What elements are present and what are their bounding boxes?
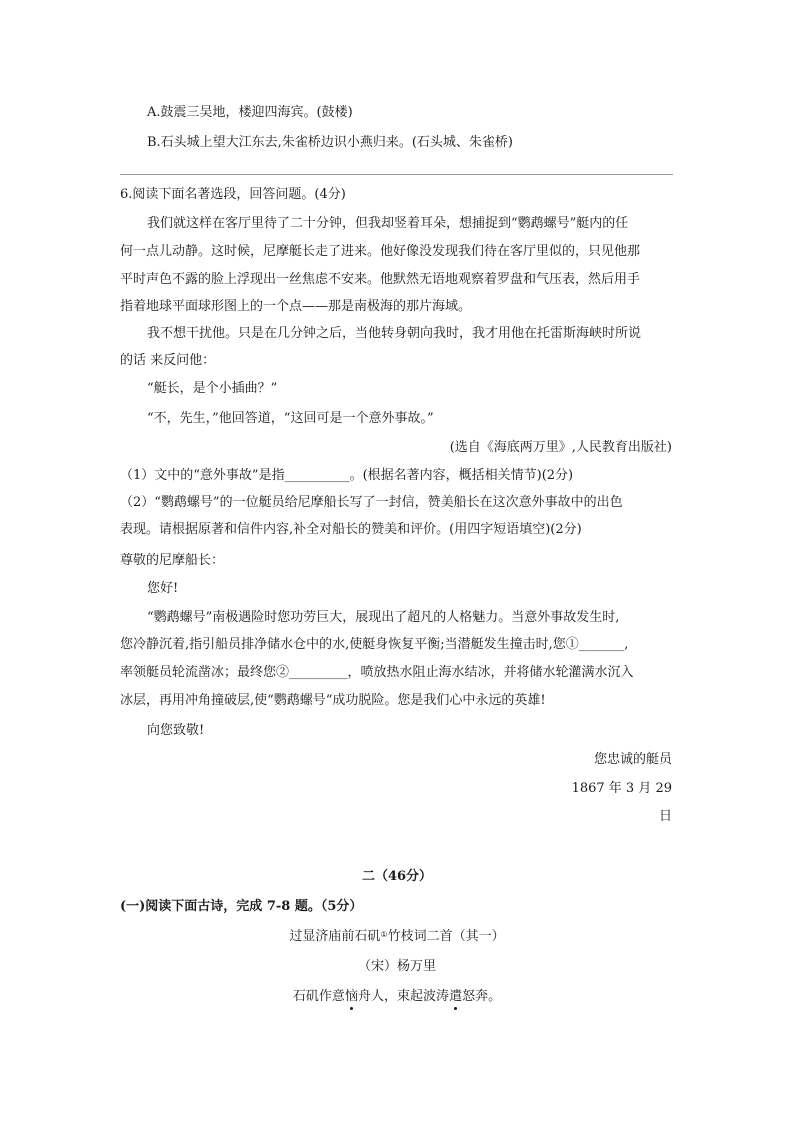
letter-signature: 您忠诚的艇员 (593, 752, 672, 767)
passage-line: 的话 来反问他： (120, 353, 216, 368)
passage-line: “不，先生，”他回答道，“这回可是一个意外事故。” (147, 411, 434, 426)
divider-line (120, 174, 673, 175)
option-a: A.鼓震三吴地，楼迎四海宾。(鼓楼) (147, 105, 353, 120)
verse-char: ， (383, 989, 397, 1004)
passage-line: 我不想干扰他。只是在几分钟之后，当他转身朝向我时，我才用他在托雷斯海峡时所说 (147, 326, 642, 341)
poem-verse (0, 988, 794, 1006)
sub-question-2: 表现。请根据原著和信件内容,补全对船长的赞美和评价。(用四字短语填空)(2分) (120, 522, 582, 537)
sub-question-2: （2）“鹦鹉螺号”的一位艇员给尼摩船长写了一封信，赞美船长在这次意外事故中的出色 (120, 495, 623, 510)
letter-body-line: 冰层，再用冲角撞破层,使“鹦鹉螺号“成功脱险。您是我们心中永远的英雄! (120, 693, 546, 708)
question-6-heading: 6.阅读下面名著选段，回答问题。(4分) (120, 187, 346, 202)
letter-body-line: “鹦鹉螺号”南极遇险时您功劳巨大，展现出了超凡的人格魅力。当意外事故发生时, (147, 610, 620, 625)
verse-char: 奔 (475, 989, 489, 1004)
verse-char: 石 (292, 989, 306, 1004)
letter-salutation: 尊敬的尼摩船长： (120, 553, 225, 568)
passage-line: 我们就这样在客厅里待了二十分钟，但我却竖着耳朵，想捕捉到“鹦鹉螺号”艇内的任 (147, 216, 629, 231)
passage-source: (选自《海底两万里》,人民教育出版社) (449, 440, 672, 455)
footnote-marker: ① (380, 930, 388, 939)
verse-char: 怒 (462, 989, 476, 1004)
sub-question-1: （1）文中的“意外事故”是指__________。(根据名著内容，概括相关情节)(2分) (120, 468, 574, 483)
letter-date: 日 (658, 809, 672, 824)
passage-line: 指着地球平面球形图上的一个点——那是南极海的那片海域。 (120, 299, 472, 314)
letter-body-line: 您冷静沉着,指引船员排净储水仓中的水,使艇身恢复平衡;当潜艇发生撞击时,您①_______, (120, 637, 629, 652)
section-title: 二（46分） (361, 869, 433, 884)
verse-char: 遣 (449, 989, 463, 1004)
verse-char: 作 (318, 989, 332, 1004)
verse-char: 舟 (357, 989, 371, 1004)
verse-char: 。 (488, 989, 502, 1004)
section-sub-heading: (一)阅读下面古诗，完成 7-8 题。（5分） (120, 899, 363, 914)
verse-char: 恼 (344, 989, 358, 1004)
letter-closing: 向您致敬! (147, 723, 205, 738)
verse-char: 束 (397, 989, 411, 1004)
passage-line: “艇长，是个小插曲？” (147, 381, 278, 396)
poem-title (0, 928, 794, 946)
letter-body-line: 率领艇员轮流凿冰；最终您②_________，喷放热水阻止海水结冰，并将储水轮灌满水沉入 (120, 665, 634, 680)
letter-greeting: 您好! (147, 581, 179, 596)
verse-char: 矶 (305, 989, 319, 1004)
poem-author: （宋）杨万里 (357, 959, 436, 974)
poem-title-text: 竹枝词二首（其一） (387, 929, 505, 944)
verse-char: 人 (370, 989, 384, 1004)
verse-char: 起 (410, 989, 424, 1004)
letter-date: 1867 年 3 月 29 (571, 781, 672, 796)
poem-title-text: 过显济庙前石矶 (289, 929, 381, 944)
verse-char: 涛 (436, 989, 450, 1004)
verse-char: 意 (331, 989, 345, 1004)
passage-line: 何一点儿动静。这时候，尼摩艇长走了进来。他好像没发现我们待在客厅里似的，只见他那 (120, 244, 641, 259)
verse-char: 波 (423, 989, 437, 1004)
option-b: B.石头城上望大江东去,朱雀桥边识小燕归来。(石头城、朱雀桥) (147, 135, 513, 150)
passage-line: 平时声色不露的脸上浮现出一丝焦虑不安来。他默然无语地观察着罗盘和气压表，然后用手 (120, 272, 641, 287)
